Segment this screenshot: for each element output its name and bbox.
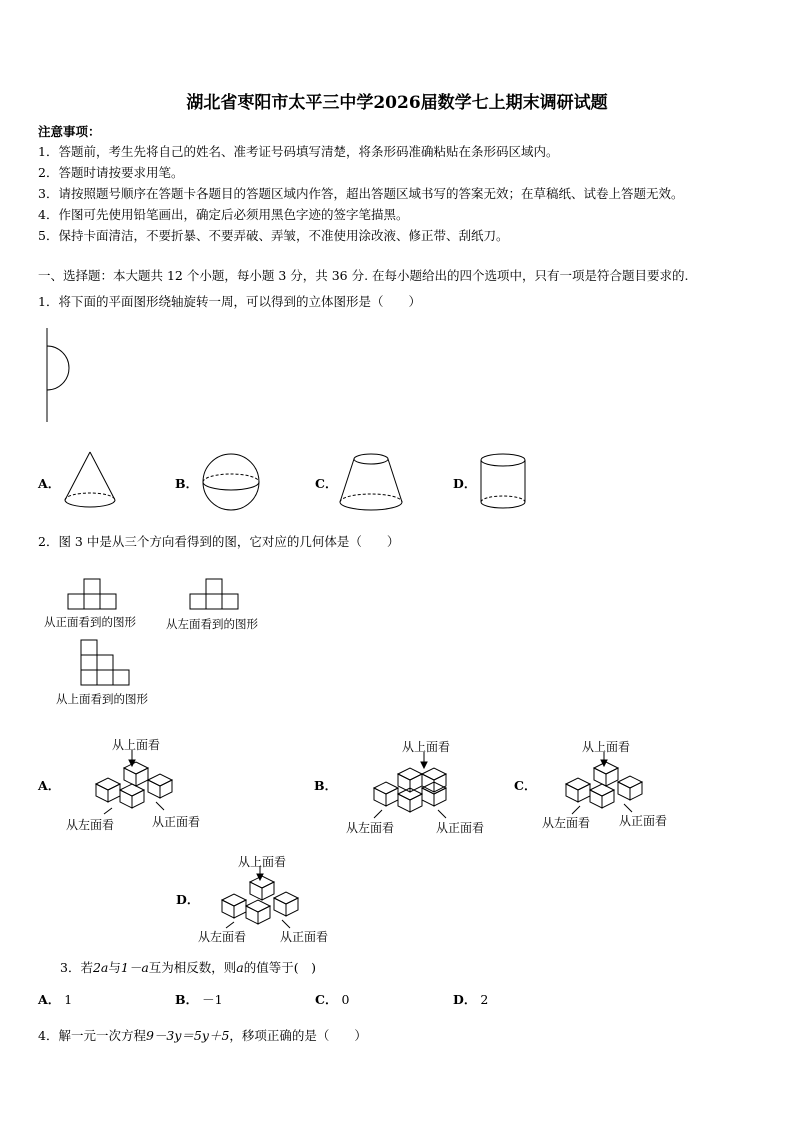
q2-option-c-label: C． (514, 778, 537, 793)
q3-option-d (453, 990, 488, 1008)
q2-option-c-cubes (562, 752, 652, 816)
notice-heading: 注意事项： (38, 124, 101, 139)
direction-label-front: 从正面看 (280, 930, 329, 944)
cone-figure (62, 450, 118, 514)
direction-label-left: 从左面看 (542, 816, 591, 830)
q2-option-d-cubes (218, 866, 308, 930)
direction-label-left: 从左面看 (198, 930, 247, 944)
q3-stem-mid: 互为相反数，则 (148, 960, 237, 975)
q1-option-d-label: D． (453, 476, 477, 491)
option-label: C． (315, 992, 338, 1007)
q2-option-b-label: B． (314, 778, 338, 793)
q2-left-view-grid (190, 578, 242, 612)
q3-mid: 与 (108, 960, 121, 975)
option-value: －1 (202, 992, 223, 1007)
notice-item: 3．请按照题号顺序在答题卡各题目的答题区域内作答，超出答题区域书写的答案无效；在草稿纸、试卷上答题无效。 (38, 186, 684, 201)
option-value: 0 (341, 992, 350, 1007)
sphere-figure (202, 453, 262, 513)
direction-label-top: 从上面看 (402, 740, 451, 754)
q2-option-a-label: A． (38, 778, 61, 793)
q3-expr2: 1－a (120, 960, 149, 975)
direction-label-front: 从正面看 (152, 815, 201, 829)
q2-option-d-label: D． (176, 892, 200, 907)
option-value: 2 (480, 992, 489, 1007)
q3-option-b (175, 990, 223, 1008)
question-3-stem (60, 958, 316, 976)
option-label: B． (175, 992, 199, 1007)
direction-label-left: 从左面看 (346, 821, 395, 835)
option-value: 1 (64, 992, 73, 1007)
q3-option-a (38, 990, 72, 1008)
q2-top-view-caption: 从上面看到的图形 (56, 692, 148, 706)
notice-item: 5．保持卡面清洁，不要折暴、不要弄破、弄皱，不准使用涂改液、修正带、刮纸刀。 (38, 228, 509, 243)
question-4-stem (38, 1026, 367, 1044)
frustum-figure (338, 452, 404, 514)
q2-option-b-cubes (370, 752, 460, 820)
q2-front-view-caption: 从正面看到的图形 (44, 615, 136, 629)
question-1-stem: 1．将下面的平面图形绕轴旋转一周，可以得到的立体图形是（ ） (38, 294, 421, 309)
question-2-stem: 2．图 3 中是从三个方向看得到的图，它对应的几何体是（ ） (38, 534, 400, 549)
direction-label-front: 从正面看 (436, 821, 485, 835)
option-label: A． (38, 992, 61, 1007)
q1-option-c-label: C． (315, 476, 338, 491)
section-heading: 一、选择题：本大题共 12 个小题，每小题 3 分，共 36 分. 在每小题给出的四个选项中，只有一项是符合题目要求的. (38, 268, 689, 283)
direction-label-top: 从上面看 (582, 740, 631, 754)
q2-option-a-cubes (92, 750, 182, 814)
direction-label-left: 从左面看 (66, 818, 115, 832)
cylinder-figure (480, 452, 528, 514)
direction-label-front: 从正面看 (619, 814, 668, 828)
notice-item: 4．作图可先使用铅笔画出，确定后必须用黑色字迹的签字笔描黑。 (38, 207, 409, 222)
direction-label-top: 从上面看 (112, 738, 161, 752)
q4-prefix: 4．解一元一次方程 (38, 1028, 146, 1043)
q2-front-view-grid (68, 578, 120, 612)
q4-equation: 9－3y＝5y＋5 (145, 1028, 230, 1043)
q2-top-view-grid (81, 639, 133, 689)
q1-option-a-label: A． (38, 476, 61, 491)
q2-left-view-caption: 从左面看到的图形 (166, 617, 258, 631)
direction-label-top: 从上面看 (238, 855, 287, 869)
option-label: D． (453, 992, 477, 1007)
page-title: 湖北省枣阳市太平三中学2026届数学七上期末调研试题 (186, 93, 608, 113)
q3-option-c (315, 990, 349, 1008)
q3-expr1: 2a (92, 960, 109, 975)
q3-var: a (236, 960, 244, 975)
q4-stem-end: ，移项正确的是（ ） (229, 1028, 367, 1043)
q3-stem-end: 的值等于( ) (243, 960, 317, 975)
q3-prefix: 3．若 (60, 960, 93, 975)
notice-item: 1．答题前，考生先将自己的姓名、准考证号码填写清楚，将条形码准确粘贴在条形码区域内。 (38, 144, 559, 159)
q1-plane-figure (38, 328, 78, 424)
notice-item: 2．答题时请按要求用笔。 (38, 165, 184, 180)
q1-option-b-label: B． (175, 476, 199, 491)
